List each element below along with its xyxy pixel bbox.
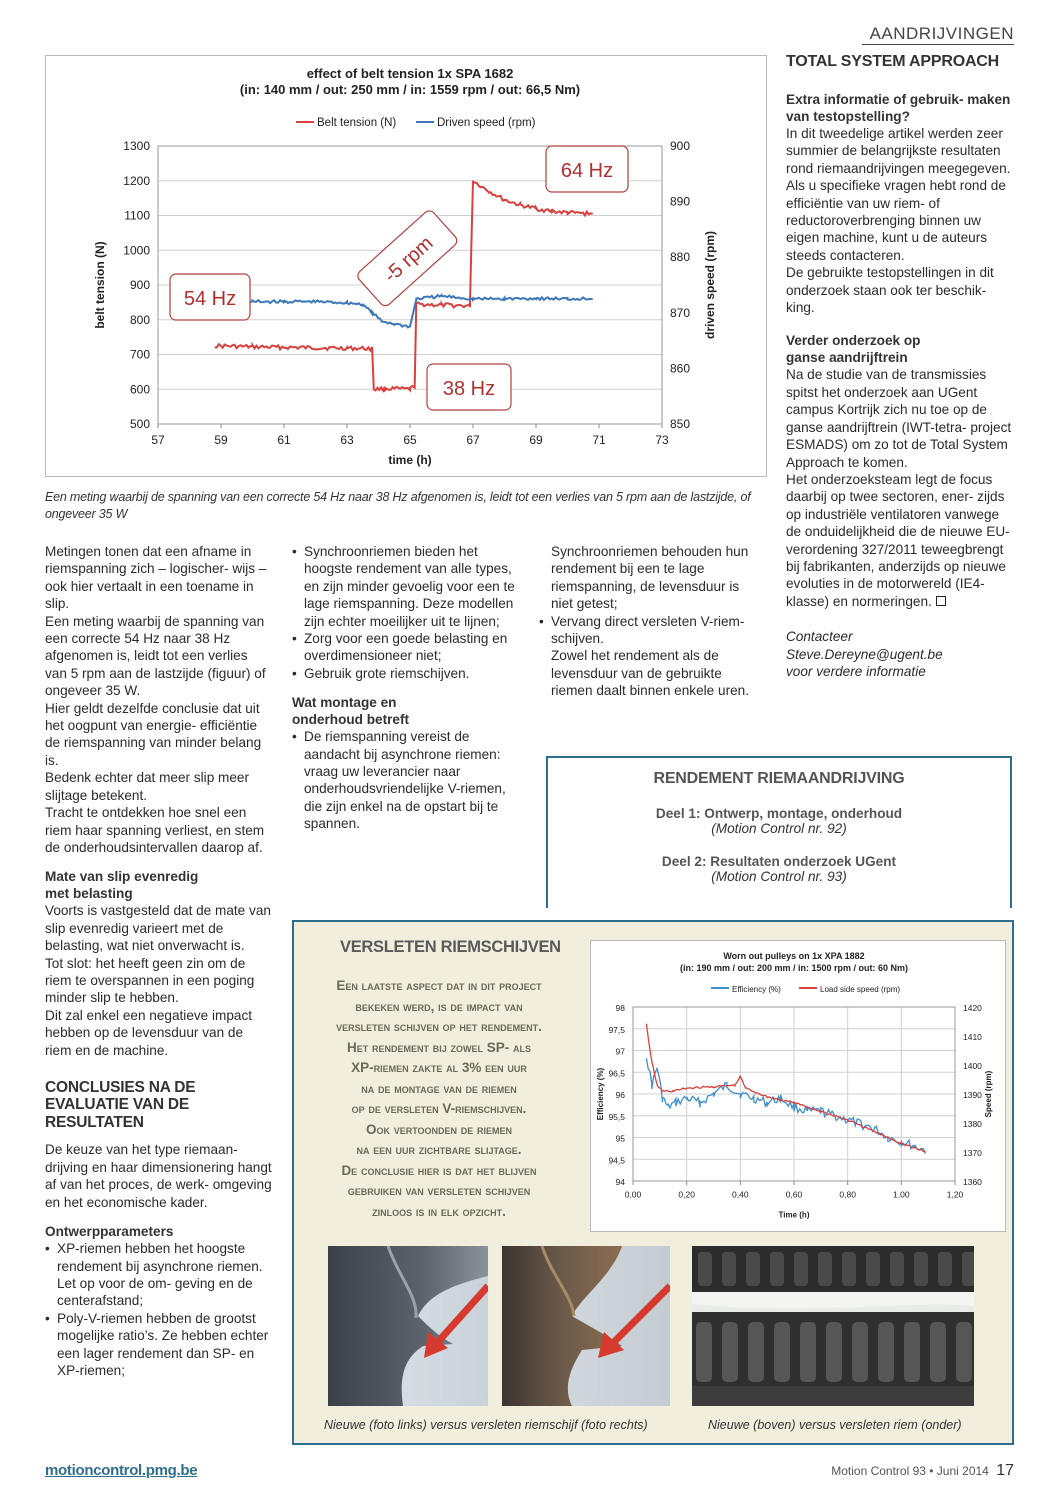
y2-tick-label: 850	[670, 417, 691, 431]
box-text-line: zinloos is in elk opzicht.	[372, 1203, 506, 1219]
x-tick-label: 1,20	[946, 1189, 964, 1200]
belt-tension-chart-svg	[46, 56, 766, 476]
chart-title: Worn out pulleys on 1x XPA 1882	[723, 951, 865, 961]
x-tick-label: 0,60	[785, 1189, 803, 1200]
box-text-line: versleten schijven op het rendement.	[336, 1019, 542, 1034]
list-item: • Zorg voor een goede belasting en overdimensioneer niet;	[292, 630, 517, 665]
y2-tick-label: 1360	[963, 1177, 982, 1187]
footer-issue-text: Motion Control 93 • Juni 2014	[831, 1464, 989, 1478]
paragraph: De gebruikte testopstellingen in dit onderzoek staan ook ter beschik- king.	[786, 265, 994, 316]
x-tick-label: 0,00	[624, 1189, 642, 1200]
footer-issue	[831, 1462, 1014, 1480]
callout-minus5rpm: -5 rpm	[379, 232, 438, 288]
page-number: 17	[996, 1462, 1014, 1479]
y2-tick-label: 1370	[963, 1148, 982, 1158]
paragraph: Voorts is vastgesteld dat de mate van slip evenredig varieert met de belasting, wat niet onverwacht is.	[45, 903, 271, 954]
footer-url-link[interactable]: motioncontrol.pmg.be	[45, 1462, 198, 1479]
legend-label: Belt tension (N)	[317, 117, 397, 129]
section-header: AANDRIJVINGEN	[862, 24, 1014, 45]
y-tick-label: 97	[615, 1046, 625, 1057]
x-tick-label: 69	[529, 433, 543, 447]
list-item: • XP-riemen hebben het hoogste rendement bij asynchrone riemen. Let op voor de om- geving en de centerafstand;	[45, 1240, 273, 1310]
callout-54hz: 54 Hz	[183, 288, 237, 310]
y2-tick-label: 1400	[963, 1061, 982, 1071]
belt-tension-chart	[45, 55, 767, 477]
y2-tick-label: 1390	[963, 1090, 982, 1100]
paragraph: Na de studie van de transmissies spitst het onderzoek aan UGent campus Kortrijk zich nu toe op de ganse aandrijftrein (IWT-tetra- project ESMADS) om zo tot de Total System Approach te komen.	[786, 367, 1012, 470]
paragraph: Synchroonriemen behouden hun rendement bij een te lage riemspanning, de levensduur is niet getest;	[551, 544, 749, 612]
y2-axis-label: Speed (rpm)	[984, 1070, 993, 1118]
y-tick-label: 95	[615, 1133, 625, 1144]
box-title: VERSLETEN RIEMSCHIJVEN	[340, 938, 561, 956]
pulley-photo-caption: Nieuwe (foto links) versus versleten riemschijf (foto rechts)	[324, 1418, 648, 1432]
design-list	[45, 1240, 273, 1379]
y-tick-label: 95,5	[608, 1111, 625, 1122]
chart-subtitle: (in: 190 mm / out: 200 mm / in: 1500 rpm / out: 60 Nm)	[679, 963, 909, 973]
list-item: • Synchroonriemen bieden het hoogste rendement van alle types, en zijn minder gevoelig voor een te lage riemspanning. Deze modellen zijn echter moeilijker uit te lijnen;	[292, 543, 517, 630]
y-tick-label: 500	[129, 417, 150, 431]
paragraph: Een meting waarbij de spanning van een correcte 54 Hz naar 38 Hz afgenomen is, leidt tot een verlies van 5 rpm aan de lastzijde (figuur) of ongeveer 35 W.	[45, 613, 266, 699]
sidebar	[786, 91, 1014, 680]
callout-64hz: 64 Hz	[560, 160, 614, 182]
box-text-line: Een laatste aspect dat in dit project	[336, 978, 542, 993]
subheading-maintenance: Wat montage en onderhoud betreft	[292, 695, 410, 728]
y-axis-label: belt tension (N)	[93, 241, 107, 329]
series-line-2	[215, 295, 593, 327]
y-tick-label: 800	[129, 312, 150, 327]
box-text	[304, 976, 574, 1222]
maintenance-list-cont	[539, 613, 764, 648]
paragraph: Hier geldt dezelfde conclusie dat uit het oogpunt van energie- efficiëntie de riemspanning van minder belang is.	[45, 700, 262, 768]
x-tick-label: 61	[277, 433, 291, 447]
paragraph: Metingen tonen dat een afname in riemspanning zich – logischer- wijs – ook hier vertaalt in een toename in slip.	[45, 544, 267, 612]
legend-label: Driven speed (rpm)	[437, 117, 536, 129]
x-tick-label: 73	[655, 433, 669, 447]
y-tick-label: 700	[129, 347, 150, 362]
y-tick-label: 98	[615, 1003, 625, 1013]
x-tick-label: 0,20	[678, 1189, 695, 1200]
callout-38hz: 38 Hz	[442, 378, 496, 400]
y-tick-label: 1300	[123, 139, 150, 153]
column-3	[539, 543, 764, 700]
belts-illustration	[692, 1246, 974, 1406]
y-tick-label: 1100	[124, 208, 150, 223]
paragraph: Als u specifieke vragen hebt rond de efficiëntie van uw riem- of reductoroverbrenging binnen uw eigen machine, kunt u de auteurs steeds contacteren.	[786, 178, 1006, 263]
chart-subtitle: (in: 140 mm / out: 250 mm / in: 1559 rpm / out: 66,5 Nm)	[239, 82, 581, 97]
box-text-line: gebruiken van versleten schijven	[347, 1183, 531, 1198]
callout-group	[355, 208, 459, 308]
belt-photo-caption: Nieuwe (boven) versus versleten riem (onder)	[708, 1418, 962, 1432]
worn-pulleys-box	[292, 920, 1014, 1445]
section-title: TOTAL SYSTEM APPROACH	[786, 53, 1000, 70]
y2-tick-label: 890	[670, 194, 691, 209]
x-tick-label: 59	[214, 433, 228, 447]
worn-pulley-illustration	[502, 1246, 670, 1406]
paragraph: Tot slot: het heeft geen zin om de riem te overspannen in een poging minder slip te hebben.	[45, 955, 255, 1006]
box-text-line: na een uur zichtbare slijtage.	[356, 1142, 522, 1157]
chart-title: effect of belt tension 1x SPA 1682	[306, 66, 514, 81]
column-1	[45, 543, 273, 1379]
worn-pulley-photo	[502, 1246, 670, 1406]
maintenance-list	[292, 728, 517, 832]
worn-pulleys-chart	[590, 940, 1006, 1232]
y-tick-label: 600	[129, 382, 150, 397]
y2-tick-label: 1420	[963, 1003, 982, 1013]
sidebar-heading-info: Extra informatie of gebruik- maken van testopstelling?	[786, 92, 1011, 124]
x-axis-label: Time (h)	[778, 1210, 810, 1220]
paragraph: Zowel het rendement als de levensduur van de gebruikte riemen daalt binnen enkele uren.	[551, 648, 749, 699]
y2-tick-label: 880	[670, 250, 691, 265]
y-tick-label: 97,5	[608, 1024, 625, 1035]
list-item: • Gebruik grote riemschijven.	[292, 665, 517, 682]
box-text-line: op de versleten V-riemschijven.	[351, 1101, 527, 1116]
series-part-1: Deel 1: Ontwerp, montage, onderhoud	[655, 806, 903, 821]
y2-tick-label: 900	[670, 139, 691, 153]
y-tick-label: 96	[615, 1090, 625, 1100]
y2-axis-label: driven speed (rpm)	[703, 230, 717, 340]
paragraph: In dit tweedelige artikel werden zeer summier de belangrijkste resultaten rond riemaandrijvingen meegegeven.	[786, 126, 1011, 176]
y2-tick-label: 1410	[963, 1032, 982, 1042]
paragraph: Dit zal enkel een negatieve impact hebben op de levensduur van de riem en de machine.	[45, 1007, 253, 1058]
box-text-line: Het rendement bij zowel SP- als	[346, 1039, 531, 1055]
paragraph	[786, 471, 1014, 610]
subheading-design: Ontwerpparameters	[45, 1224, 174, 1240]
legend-label: Efficiency (%)	[732, 985, 781, 994]
list-item: • De riemspanning vereist de aandacht bij asynchrone riemen: vraag uw leverancier naar onderhoudsvriendelijke V-riemen, die zijn enkel na de opstart bij te spannen.	[292, 728, 517, 832]
paragraph: Tracht te ontdekken hoe snel een riem haar spanning verliest, en stem de onderhoudsintervallen daarop af.	[45, 805, 265, 855]
contact-line: Contacteer	[786, 629, 853, 645]
list-item: • Vervang direct versleten V-riem- schijven.	[539, 613, 764, 648]
series-box	[546, 756, 1012, 908]
x-tick-label: 63	[340, 433, 354, 447]
series-part-2: Deel 2: Resultaten onderzoek UGent	[661, 854, 897, 869]
y-tick-label: 96,5	[608, 1068, 625, 1079]
contact-line: voor verdere informatie	[786, 663, 926, 679]
figure-caption: Een meting waarbij de spanning van een correcte 54 Hz naar 38 Hz afgenomen is, leidt tot een verlies van 5 rpm aan de lastzijde, of ongeveer 35 W	[45, 490, 751, 521]
y-tick-label: 1000	[123, 243, 150, 258]
series-part-2-ref: (Motion Control nr. 93)	[711, 869, 847, 884]
heading-conclusions: CONCLUSIES NA DE EVALUATIE VAN DE RESULTATEN	[45, 1078, 196, 1131]
x-tick-label: 67	[466, 433, 480, 447]
new-pulley-photo	[328, 1246, 488, 1406]
x-tick-label: 0,80	[839, 1189, 856, 1200]
paragraph-text: Het onderzoeksteam legt de focus daarbij op twee sectoren, ener- zijds op industriële ventilatoren vanwege de onduidelijkheid die de nieuwe EU-verordening 327/2011 teweegbrengt bij fabrikanten, anderzijds op nieuwe evoluties in de motorwereld (IE4-klasse) en normeringen.	[786, 471, 1010, 609]
y2-tick-label: 870	[670, 305, 691, 320]
paragraph: De keuze van het type riemaan- drijving en haar dimensionering hangt af van het proces, de werk- omgeving en het economische kader.	[45, 1142, 272, 1210]
x-tick-label: 71	[592, 433, 606, 447]
y-axis-label: Efficiency (%)	[596, 1067, 605, 1121]
box-text-line: XP-riemen zakte al 3% een uur	[351, 1060, 527, 1075]
x-tick-label: 57	[151, 433, 165, 447]
y2-tick-label: 1380	[963, 1119, 982, 1129]
box-text-line: De conclusie hier is dat het blijven	[341, 1162, 537, 1178]
y2-tick-label: 860	[670, 361, 691, 376]
y-tick-label: 94,5	[608, 1155, 625, 1166]
contact-email-link[interactable]: Steve.Dereyne@ugent.be	[786, 646, 943, 662]
x-axis-label: time (h)	[388, 453, 432, 467]
end-mark-icon	[936, 596, 946, 606]
y-tick-label: 1200	[123, 173, 150, 188]
x-tick-label: 0,40	[732, 1189, 749, 1200]
column-2	[292, 543, 517, 833]
new-pulley-illustration	[328, 1246, 488, 1406]
worn-pulleys-chart-svg	[591, 941, 1005, 1231]
series-line-2	[646, 1024, 925, 1152]
subheading-slip: Mate van slip evenredig met belasting	[45, 869, 199, 902]
belts-photo	[692, 1246, 974, 1406]
box-text-line: na de montage van de riemen	[361, 1080, 517, 1096]
sidebar-heading-research: Verder onderzoek op ganse aandrijftrein	[786, 333, 921, 366]
y-tick-label: 94	[615, 1177, 625, 1187]
x-tick-label: 1,00	[893, 1189, 910, 1200]
design-list-cont	[292, 543, 517, 682]
paragraph: Bedenk echter dat meer slip meer slijtage betekent.	[45, 770, 250, 803]
box-text-line: bekeken werd, is de impact van	[355, 998, 523, 1014]
series-box-title: RENDEMENT RIEMAANDRIJVING	[653, 770, 905, 787]
x-tick-label: 65	[403, 433, 417, 447]
list-item: • Poly-V-riemen hebben de grootst mogelijke ratio’s. Ze hebben echter een lager rendement dan SP- en XP-riemen;	[45, 1310, 273, 1380]
box-text-line: Ook vertoonden de riemen	[365, 1121, 513, 1137]
y-tick-label: 900	[129, 278, 150, 292]
series-part-1-ref: (Motion Control nr. 92)	[711, 821, 847, 836]
legend-label: Load side speed (rpm)	[820, 985, 901, 994]
